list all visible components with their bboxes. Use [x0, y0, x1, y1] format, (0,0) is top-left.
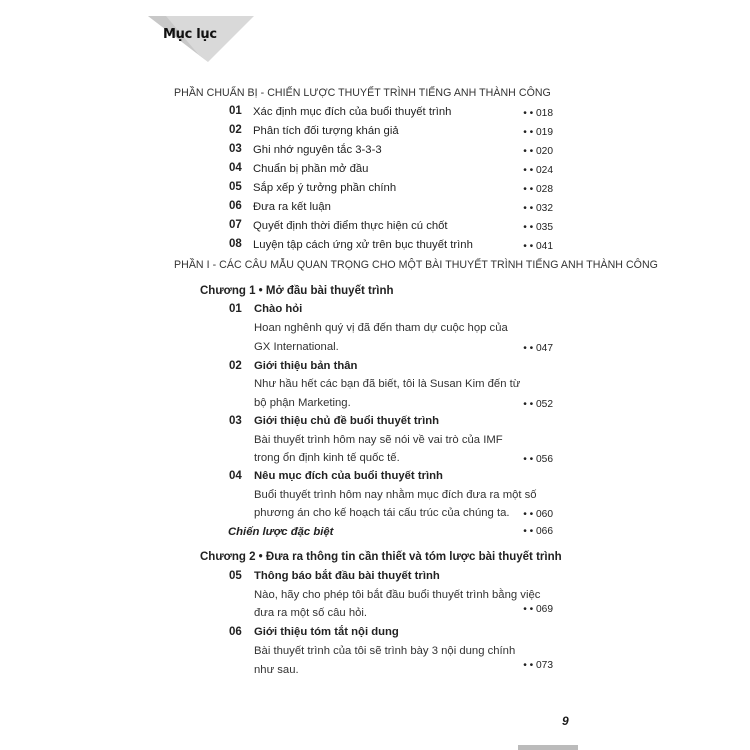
entry-number: 08: [229, 238, 242, 250]
entry-number: 06: [229, 626, 242, 638]
entry-number: 05: [229, 181, 242, 193]
entry-title: Đưa ra kết luận: [253, 201, 331, 213]
entry-number: 03: [229, 415, 242, 427]
entry-example-line: Bài thuyết trình của tôi sẽ trình bày 3 nội dung chính: [254, 645, 516, 657]
entry-example-line: trong ổn định kinh tế quốc tế.: [254, 452, 400, 464]
entry-page: • • 060: [523, 509, 553, 520]
entry-page: • • 028: [523, 184, 553, 195]
entry-example-line: Buổi thuyết trình hôm nay nhằm mục đích đưa ra một số: [254, 489, 537, 501]
entry-page: • • 024: [523, 165, 553, 176]
entry-title: Ghi nhớ nguyên tắc 3-3-3: [253, 144, 382, 156]
entry-number: 03: [229, 143, 242, 155]
entry-title: Giới thiệu chủ đề buổi thuyết trình: [254, 415, 440, 427]
entry-number: 04: [229, 470, 242, 482]
entry-number: 01: [229, 303, 242, 315]
entry-example-line: GX International.: [254, 341, 339, 353]
entry-number: 02: [229, 360, 242, 372]
page-number: 9: [562, 714, 569, 728]
entry-title: Nêu mục đích của buổi thuyết trình: [254, 470, 443, 482]
entry-number: 05: [229, 570, 242, 582]
entry-example-line: như sau.: [254, 664, 299, 676]
entry-title: Xác định mục đích của buổi thuyết trình: [253, 106, 452, 118]
entry-number: 04: [229, 162, 242, 174]
entry-example-line: phương án cho kế hoạch tái cấu trúc của chúng ta.: [254, 507, 510, 519]
entry-number: 06: [229, 200, 242, 212]
part-title-1: PHẦN I - CÁC CÂU MẪU QUAN TRỌNG CHO MỘT BÀI THUYẾT TRÌNH TIẾNG ANH THÀNH CÔNG: [174, 259, 658, 271]
entry-example-line: bộ phận Marketing.: [254, 397, 351, 409]
entry-page: • • 035: [523, 222, 553, 233]
entry-page: • • 047: [523, 343, 553, 354]
entry-page: • • 069: [523, 604, 553, 615]
entry-page: • • 056: [523, 454, 553, 465]
entry-number: 02: [229, 124, 242, 136]
entry-title: Luyện tập cách ứng xử trên bục thuyết trình: [253, 239, 473, 251]
entry-example-line: đưa ra một số câu hỏi.: [254, 607, 368, 619]
entry-example-line: Bài thuyết trình hôm nay sẽ nói về vai trò của IMF: [254, 434, 503, 446]
entry-title: Giới thiệu bản thân: [254, 360, 358, 372]
entry-title: Chuẩn bị phần mở đầu: [253, 163, 369, 175]
chapter-1-title[interactable]: Chương 1 • Mở đầu bài thuyết trình: [200, 285, 394, 297]
entry-number: 07: [229, 219, 242, 231]
entry-title: Thông báo bắt đầu bài thuyết trình: [254, 570, 440, 582]
entry-example-line: Hoan nghênh quý vị đã đến tham dự cuộc họp của: [254, 322, 508, 334]
entry-page: • • 020: [523, 146, 553, 157]
entry-title: Chiến lược đặc biệt: [228, 526, 334, 538]
entry-page: • • 066: [523, 526, 553, 537]
entry-number: 01: [229, 105, 242, 117]
entry-example-line: Nào, hãy cho phép tôi bắt đầu buổi thuyết trình bằng việc: [254, 589, 541, 601]
entry-title: Giới thiệu tóm tắt nội dung: [254, 626, 399, 638]
toc-heading: Mục lục: [163, 27, 217, 42]
entry-page: • • 052: [523, 399, 553, 410]
entry-title: Quyết định thời điểm thực hiện cú chốt: [253, 220, 448, 232]
entry-title: Sắp xếp ý tưởng phần chính: [253, 182, 397, 194]
part-title-prep: PHẦN CHUẨN BỊ - CHIẾN LƯỢC THUYẾT TRÌNH TIẾNG ANH THÀNH CÔNG: [174, 87, 551, 99]
bottom-edge-mark: [518, 745, 578, 750]
entry-page: • • 018: [523, 108, 553, 119]
entry-example-line: Như hầu hết các bạn đã biết, tôi là Susan Kim đến từ: [254, 378, 521, 390]
chapter-2-title[interactable]: Chương 2 • Đưa ra thông tin cần thiết và tóm lược bài thuyết trình: [200, 551, 562, 563]
entry-page: • • 041: [523, 241, 553, 252]
entry-title: Chào hỏi: [254, 303, 303, 315]
entry-page: • • 073: [523, 660, 553, 671]
entry-page: • • 019: [523, 127, 553, 138]
entry-title: Phân tích đối tượng khán giả: [253, 125, 399, 137]
entry-page: • • 032: [523, 203, 553, 214]
